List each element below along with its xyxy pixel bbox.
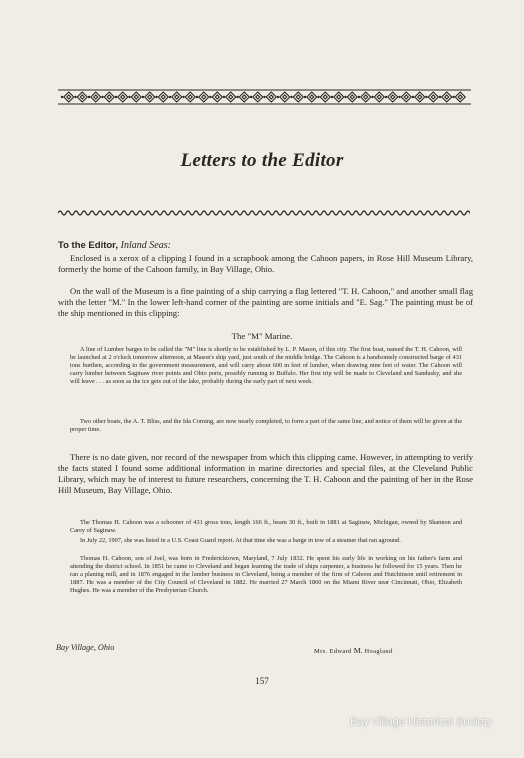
letter-place: Bay Village, Ohio — [56, 643, 115, 652]
signature-last: Hoagland — [364, 648, 393, 655]
note-paragraph-2: In July 22, 1907, she was listed in a U.S. Coast Guard report. At that time she was a barge in tow of a steamer that ran aground. — [80, 537, 401, 544]
clipping-paragraph-1: A line of Lumber barges to be called the "M" line is shortly to be established by L. P. Mason, of this city. The first boat, named the T. H. Cahoon, will be launched at 2 o'clock tomorrow afternoon, at Mason's ship yard, just south of the middle bridge. The Cahoon is a handsomely constructed barge of 431 tons burthen, according to the government measurement, and will carry about 600 m feet of lumber, when drawing nine feet of water. The Cahoon will carry lumber between Saginaw river points and Ohio ports, possibly running to Buffalo. Her first trip will be made to Cleveland and Sandusky, and she will leave . . . as soon as the ice gets out of the lake, probably during the early part of next week. — [70, 346, 462, 386]
publication-name: Inland Seas: — [120, 240, 171, 251]
signature-prefix: Mrs. — [314, 648, 328, 655]
intro-paragraph-1: Enclosed is a xerox of a clipping I found in a scrapbook among the Cahoon papers, in Rose Hill Museum Library, formerly the home of the Cahoon family, in Bay Village, Ohio. — [58, 253, 473, 274]
intro-paragraph-2: On the wall of the Museum is a fine painting of a ship carrying a flag lettered "T. H. Cahoon," and another small flag with the letter "M." In the lower left-hand corner of the painting are some initials and "E. Sag." The painting must be of the ship mentioned in this clipping: — [58, 286, 473, 318]
page-number: 157 — [255, 676, 269, 686]
note-paragraph-3: Thomas H. Cahoon, son of Joel, was born in Fredericktown, Maryland, 7 July 1832. He spent his early life in working on his father's farm and attending the district school. In 1851 he came to Cleveland and began learning the trade of ships carpenter, a business he followed for 15 years. Then he ran a planing mill, and in 1876 engaged in the lumber business in Cleveland, being a member of the firm of Cahoon and Hutchinson until retirement in 1887. He was a member of the City Council of Cleveland in 1882. He married 27 March 1860 on the Miami River near Cincinnati, Ohio, Elizabeth Hughes. He was a member of the Presbyterian Church. — [70, 555, 462, 595]
salutation — [58, 240, 171, 251]
wavy-divider — [58, 208, 470, 218]
decorative-border — [58, 88, 471, 106]
letter-signature — [314, 646, 393, 655]
clipping-heading: The "M" Marine. — [231, 331, 293, 341]
signature-first: Edward — [329, 648, 352, 655]
clipping-paragraph-2: Two other boats, the A. T. Bliss, and the Ida Corning, are now nearly completed, to form a part of the same line, and notice of them will be given at the proper time. — [70, 418, 462, 434]
body-paragraph: There is no date given, nor record of the newspaper from which this clipping came. However, in attempting to verify the facts stated I found some additional information in marine directories and special files, at the Cleveland Public Library, which may be of interest to future researchers, concerning the T. H. Cahoon and the painting of her in the Rose Hill Museum, Bay Village, Ohio. — [58, 452, 473, 495]
signature-middle: M. — [353, 646, 363, 655]
watermark: Bay Village Historical Society — [350, 716, 493, 728]
salutation-prefix: To the Editor, — [58, 240, 118, 251]
note-paragraph-1: The Thomas H. Cahoon was a schooner of 431 gross tons, length 166 ft., beam 30 ft., built in 1881 at Saginaw, Michigan, owned by Shannon and Carey of Saginaw. — [70, 519, 462, 535]
page-title: Letters to the Editor — [180, 150, 344, 171]
